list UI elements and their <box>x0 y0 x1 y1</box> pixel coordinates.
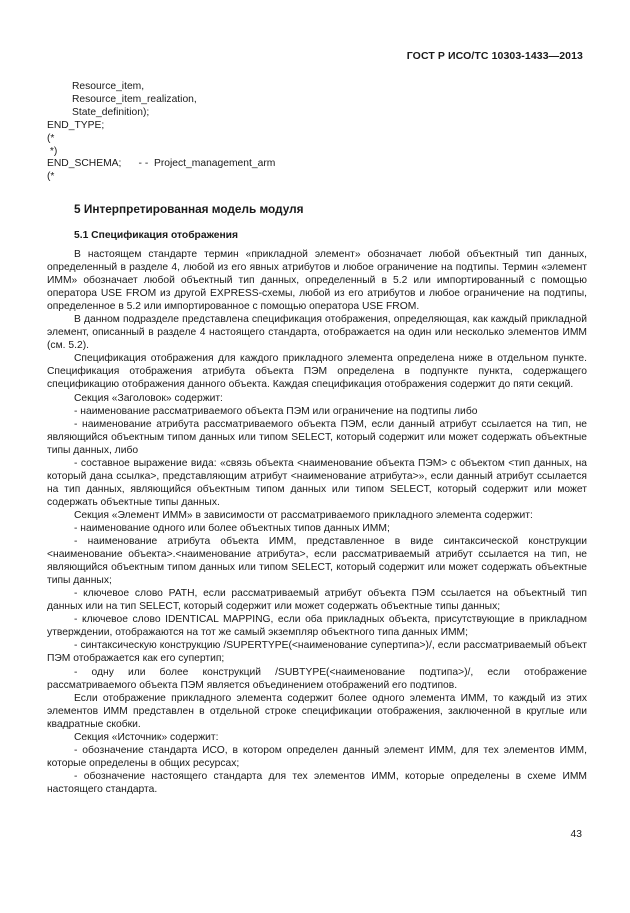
list-item: - обозначение стандарта ИСО, в котором определен данный элемент ИММ, для тех элементов ИММ, которые определены в общих ресурсах; <box>47 744 587 769</box>
code-line: (* <box>47 132 55 144</box>
paragraph: В данном подразделе представлена спецификация отображения, определяющая, как каждый прикладной элемент, описанный в разделе 4 настоящего стандарта, отображается на один или несколько элементов ИММ (см. 5.2). <box>47 314 587 352</box>
list-item: - ключевое слово PATH, если рассматриваемый атрибут объекта ПЭМ ссылается на объектный тип данных или на тип SELECT, который содержит или может содержать объектные типы данных; <box>47 588 587 613</box>
paragraph: Секция «Элемент ИММ» в зависимости от рассматриваемого прикладного элемента содержит: <box>74 509 533 521</box>
express-code-block <box>47 81 587 184</box>
paragraph: В настоящем стандарте термин «прикладной элемент» обозначает любой объектный тип данных, определенный в разделе 4, любой из его явных атрибутов и любое ограничение на подтипы. Термин «элемент ИММ» обозначает любой объектный тип данных, определенный в 5.2 или импортированный с помощью оператора USE FROM из другой EXPRESS-схемы, любой из его атрибутов и любое ограничение на подтипы, определенное в 5.2 или импортированное с помощью оператора USE FROM. <box>47 249 587 313</box>
list-item: - обозначение настоящего стандарта для тех элементов ИММ, которые определены в схеме ИММ настоящего стандарта. <box>47 770 587 795</box>
body-text <box>47 248 587 796</box>
document-header: ГОСТ Р ИСО/ТС 10303-1433—2013 <box>406 50 583 62</box>
code-line: State_definition); <box>72 106 150 118</box>
code-line: Resource_item_realization, <box>72 93 197 105</box>
code-line: END_SCHEMA; - - Project_management_arm <box>47 158 276 170</box>
list-item: - ключевое слово IDENTICAL MAPPING, если оба прикладных объекта, присутствующие в прикладном утверждении, отображаются на тот же самый экземпляр объектного типа данных ИММ; <box>47 614 587 639</box>
list-item: - наименование рассматриваемого объекта ПЭМ или ограничение на подтипы либо <box>74 405 478 417</box>
code-line: (* <box>47 171 55 183</box>
list-item: - наименование одного или более объектных типов данных ИММ; <box>74 522 390 534</box>
list-item: - составное выражение вида: «связь объекта <наименование объекта ПЭМ> с объектом <тип данных, на который дана ссылка>, представляющим атрибут <наименование атрибута>», если данный атрибут ссылается на тип данных, являющийся объектным типом данных или типом SELECT, который содержит или может содержать объектные типы данных. <box>47 457 587 508</box>
code-line: *) <box>47 145 58 157</box>
subsection-title: 5.1 Спецификация отображения <box>74 230 239 241</box>
code-line: Resource_item, <box>72 81 145 92</box>
paragraph: Секция «Источник» содержит: <box>74 731 219 743</box>
paragraph: Если отображение прикладного элемента содержит более одного элемента ИММ, то каждый из этих элементов ИММ представлен в отдельной строке спецификации отображения, заключенной в круглые или квадратные скобки. <box>47 692 587 730</box>
code-line: END_TYPE; <box>47 119 105 131</box>
paragraph: Спецификация отображения для каждого прикладного элемента определена ниже в отдельном пункте. Спецификация отображения атрибута объекта ПЭМ определена в подпункте пункта, содержащего спецификацию отображения данного объекта. Каждая спецификация отображения содержит до пяти секций. <box>47 353 587 391</box>
list-item: - синтаксическую конструкцию /SUPERTYPE(<наименование супертипа>)/, если рассматриваемый объект ПЭМ отображается как его супертип; <box>47 640 587 665</box>
list-item: - наименование атрибута рассматриваемого объекта ПЭМ, если данный атрибут ссылается на тип, не являющийся объектным типом данных или типом SELECT, который содержит или может содержать объектные типы данных, либо <box>47 418 587 456</box>
list-item: - одну или более конструкций /SUBTYPE(<наименование подтипа>)/, если отображение рассматриваемого объекта ПЭМ является объединением отображений его подтипов. <box>47 666 587 691</box>
page-number: 43 <box>570 829 582 840</box>
list-item: - наименование атрибута объекта ИММ, представленное в виде синтаксической конструкции <наименование объекта>.<наименование атрибута>, если рассматриваемый атрибут ссылается на тип, не являющийся объектным типом данных или типом SELECT, который содержит или может содержать объектные типы данных; <box>47 536 587 587</box>
paragraph: Секция «Заголовок» содержит: <box>74 392 223 404</box>
section-title: 5 Интерпретированная модель модуля <box>74 202 304 216</box>
